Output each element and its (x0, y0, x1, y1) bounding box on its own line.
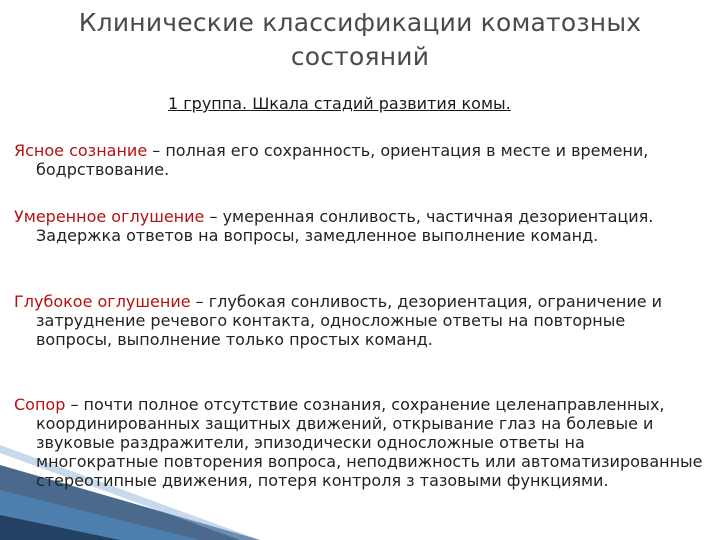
entry-term: Глубокое оглушение (14, 292, 191, 311)
entry-term: Ясное сознание (14, 141, 148, 160)
entry-text: почти полное отсутствие сознания, сохранение целенаправленных, координированных защитных движений, открывание глаз на болевые и звуковые раздражители, эпизодически односложные ответы на многократные повторения вопроса, неподвижность или автоматизированные стереотипные движения, потеря контроля з тазовыми функциями. (36, 395, 703, 490)
page-title (30, 6, 690, 74)
title-line-1: Клинические классификации коматозных (78, 8, 642, 37)
subtitle: 1 группа. Шкала стадий развития комы. (168, 94, 511, 113)
entry-dash: – (204, 207, 223, 226)
entry-text: полная его сохранность, ориентация в месте и времени, бодрствование. (36, 141, 649, 179)
entry-term: Сопор (14, 395, 66, 414)
entry-text: глубокая сонливость, дезориентация, ограничение и затруднение речевого контакта, односложные ответы на повторные вопросы, выполнение только простых команд. (36, 292, 663, 349)
entry-dash: – (147, 141, 166, 160)
list-item (14, 292, 704, 349)
list-item (14, 141, 704, 179)
entry-dash: – (190, 292, 209, 311)
list-item (14, 395, 704, 490)
entry-text: умеренная сонливость, частичная дезориентация. Задержка ответов на вопросы, замедленное выполнение команд. (36, 207, 654, 245)
entry-term: Умеренное оглушение (14, 207, 205, 226)
list-item (14, 207, 704, 245)
title-line-2: состояний (290, 42, 430, 71)
entry-dash: – (65, 395, 84, 414)
